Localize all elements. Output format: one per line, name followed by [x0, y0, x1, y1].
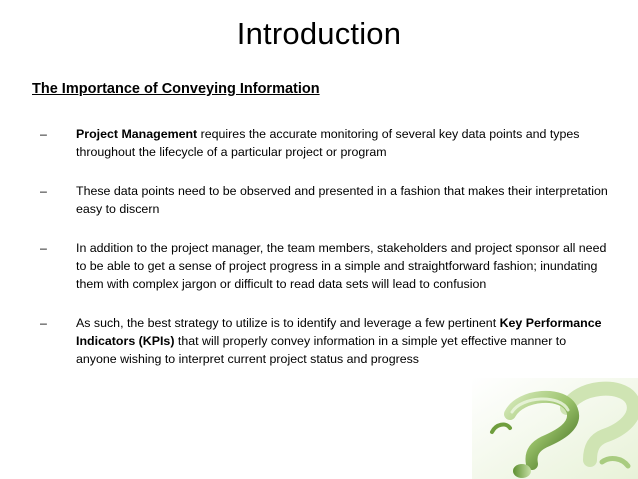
bullet-text: requires the accurate monitoring of several key data points and types throughout the lifecycle of a particular project or program	[76, 127, 580, 159]
slide-title: Introduction	[236, 16, 402, 51]
bullet-item	[40, 239, 610, 293]
bullet-bold-kpi: Key Performance Indicators (KPIs)	[76, 316, 602, 348]
bullet-item	[40, 182, 610, 218]
bullet-item	[40, 125, 610, 161]
bullet-text: As such, the best strategy to utilize is to identify and leverage a few pertinent	[76, 316, 500, 330]
bullet-list	[40, 125, 610, 389]
question-mark-decoration	[472, 378, 638, 479]
bullet-dash: –	[40, 241, 47, 255]
bullet-dash: –	[40, 127, 47, 141]
bullet-text: These data points need to be observed and presented in a fashion that makes their interpretation easy to discern	[76, 184, 608, 216]
bullet-bold-lead: Project Management	[76, 127, 198, 141]
bullet-text: In addition to the project manager, the team members, stakeholders and project sponsor all need to be able to get a sense of project progress in a simple and straightforward fashion; inundating them with complex jargon or difficult to read data sets will lead to confusion	[76, 241, 607, 291]
bullet-dash: –	[40, 316, 47, 330]
bullet-text: that will properly convey information in a simple yet effective manner to anyone wishing to interpret current project status and progress	[76, 334, 567, 366]
bullet-item	[40, 314, 610, 368]
question-mark-icon	[472, 378, 638, 479]
slide-subtitle: The Importance of Conveying Information	[32, 81, 320, 97]
bullet-dash: –	[40, 184, 47, 198]
